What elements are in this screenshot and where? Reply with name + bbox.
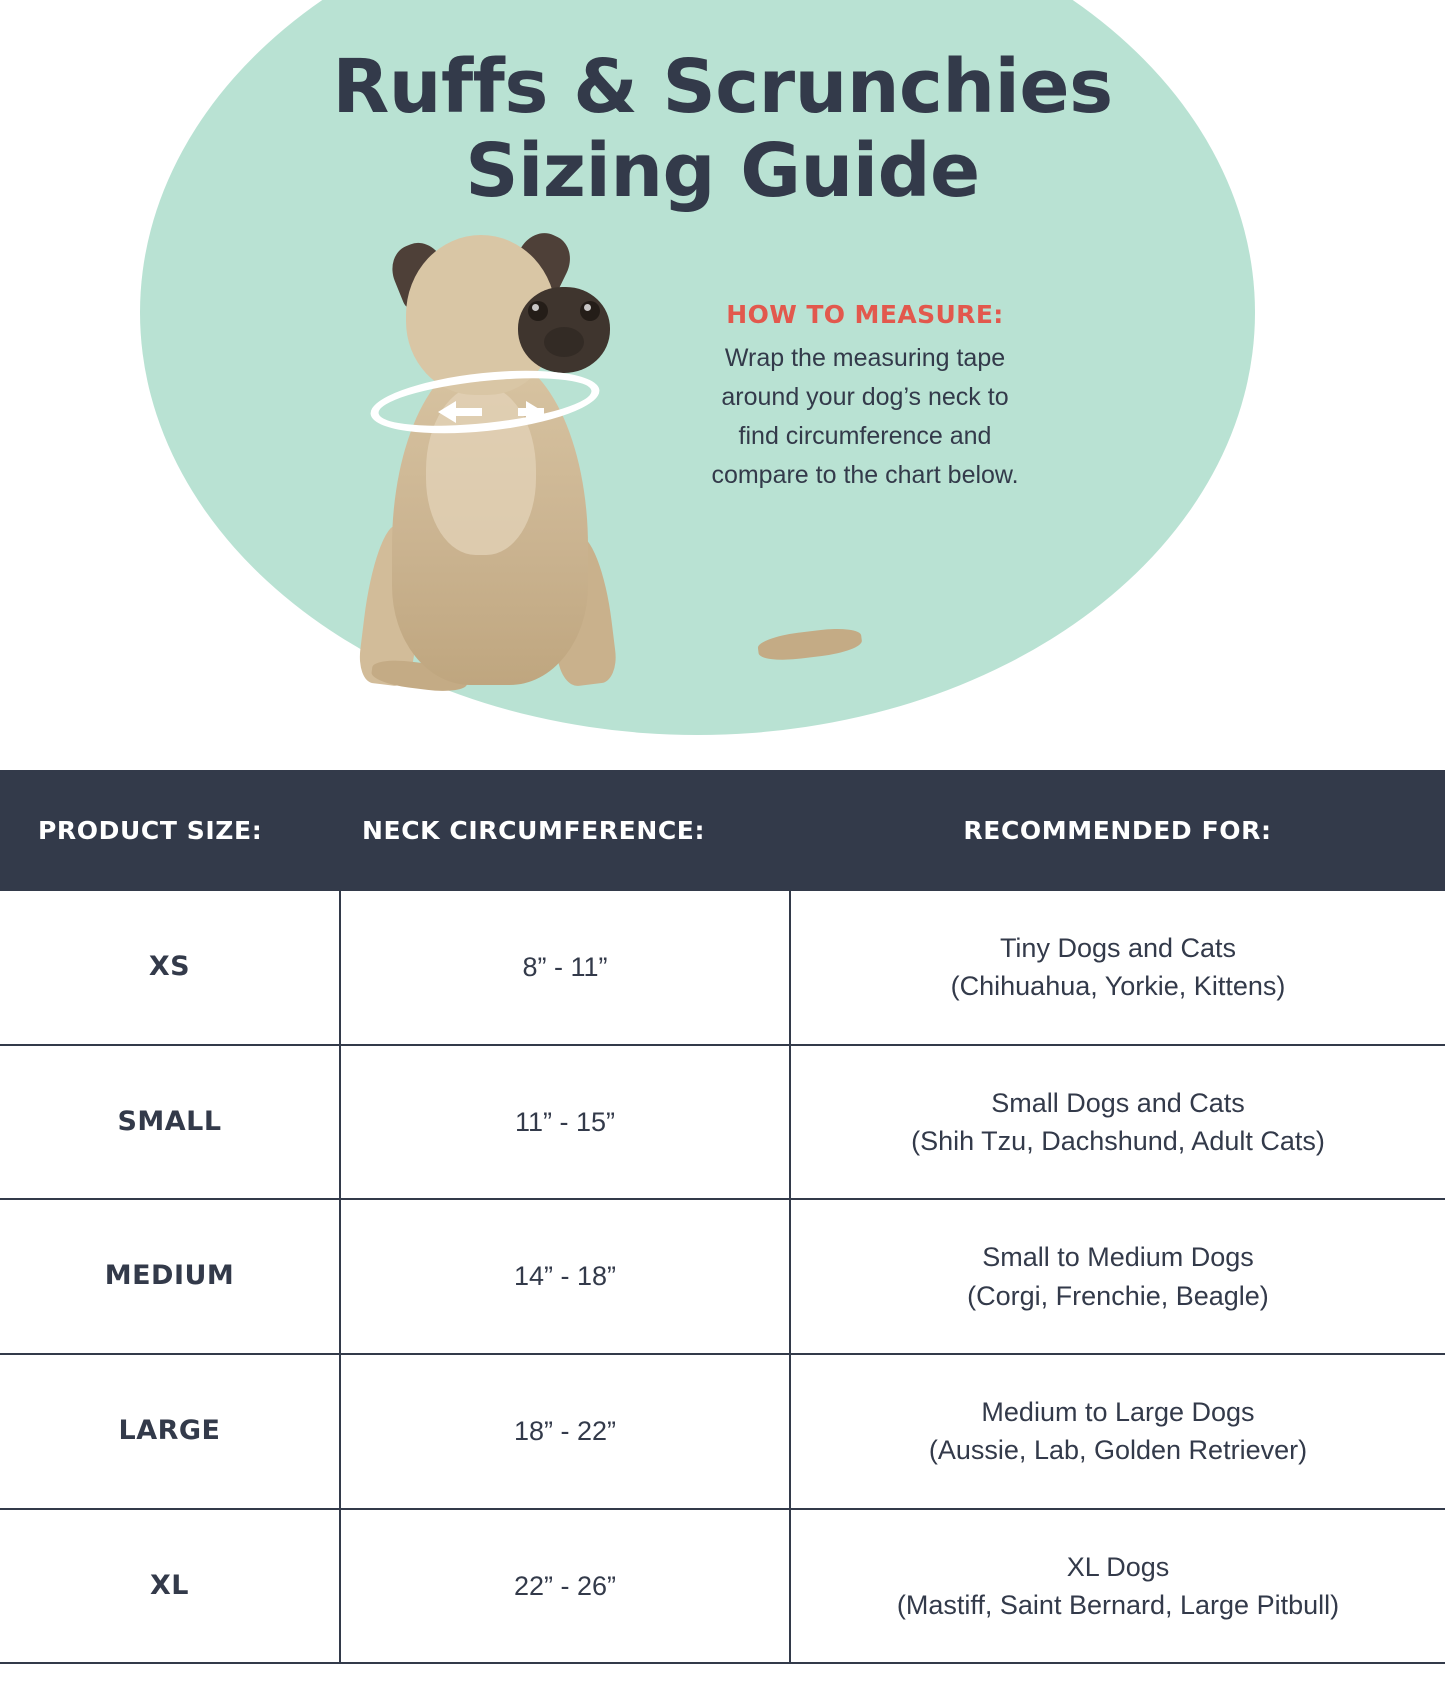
page-title-line-1: Ruffs & Scrunchies [332,44,1113,130]
column-header-product-size: PRODUCT SIZE: [38,816,263,845]
page-title-line-2: Sizing Guide [465,127,980,214]
table-header-row [0,770,1445,891]
arrow-left-icon [438,401,456,423]
cell-recommended-for [790,1199,1445,1354]
recommended-line-2: (Mastiff, Saint Bernard, Large Pitbull) [896,1589,1340,1620]
column-header-recommended-for: RECOMMENDED FOR: [963,816,1272,845]
dog-muzzle [544,327,584,357]
dog-face-mask [518,287,610,373]
page-title [0,46,1445,213]
dog-eye-left [528,301,548,321]
cell-product-size: LARGE [0,1354,340,1509]
cell-product-size: XS [0,891,340,1045]
recommended-line-2: (Shih Tzu, Dachshund, Adult Cats) [911,1125,1325,1156]
how-to-measure-heading: HOW TO MEASURE: [726,300,1004,329]
cell-neck-circumference: 14” - 18” [340,1199,790,1354]
recommended-line-1: Medium to Large Dogs [981,1396,1255,1427]
dog-eye-right [580,301,600,321]
table-row [0,1045,1445,1200]
cell-neck-circumference: 11” - 15” [340,1045,790,1200]
recommended-line-2: (Corgi, Frenchie, Beagle) [967,1280,1269,1311]
cell-recommended-for [790,1045,1445,1200]
sizing-table-body [0,891,1445,1663]
recommended-line-1: Small to Medium Dogs [982,1242,1254,1273]
cell-neck-circumference: 22” - 26” [340,1509,790,1664]
cell-neck-circumference: 18” - 22” [340,1354,790,1509]
dog-photo [330,225,660,700]
cell-recommended-for [790,891,1445,1045]
recommended-line-1: XL Dogs [1066,1551,1170,1582]
table-row [0,1509,1445,1664]
how-to-measure-block [700,300,1030,495]
sizing-table-head [0,770,1445,891]
column-header-neck-circumference: NECK CIRCUMFERENCE: [362,816,706,845]
sizing-table [0,770,1445,1664]
recommended-line-2: (Chihuahua, Yorkie, Kittens) [950,971,1286,1002]
cell-neck-circumference: 8” - 11” [340,891,790,1045]
table-row [0,1199,1445,1354]
hero-section [0,0,1445,770]
table-row [0,1354,1445,1509]
recommended-line-1: Small Dogs and Cats [991,1087,1245,1118]
cell-product-size: SMALL [0,1045,340,1200]
recommended-line-1: Tiny Dogs and Cats [999,933,1237,963]
recommended-line-2: (Aussie, Lab, Golden Retriever) [928,1435,1308,1466]
table-row [0,891,1445,1045]
how-to-measure-text: Wrap the measuring tape around your dog’s neck to find circumference and compare to the chart below. [711,344,1019,489]
cell-recommended-for [790,1354,1445,1509]
cell-recommended-for [790,1509,1445,1664]
cell-product-size: XL [0,1509,340,1664]
cell-product-size: MEDIUM [0,1199,340,1354]
arrow-right-icon [526,401,544,423]
